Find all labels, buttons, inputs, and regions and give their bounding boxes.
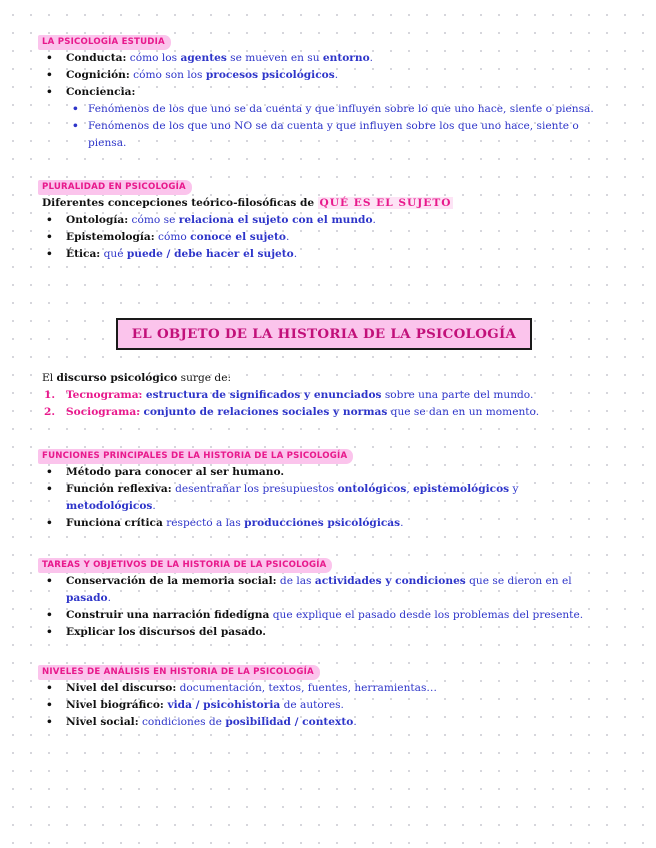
sub-list-item: • Fenómenos de los que uno se da cuenta y que influyen sobre lo que uno hace, siente o piensa. bbox=[66, 101, 628, 118]
section-heading: FUNCIONES PRINCIPALES DE LA HISTORIA DE LA PSICOLOGÍA bbox=[38, 449, 353, 464]
sub-list-item: • Fenómenos de los que uno NO se da cuenta y que influyen sobre los que uno hace, siente o piensa. bbox=[66, 118, 628, 152]
list-item: • Método para conocer al ser humano. bbox=[38, 464, 628, 481]
list-item: • Funciona crítica respecto a las producciones psicológicas. bbox=[38, 515, 628, 532]
list-item: 1. Tecnograma: estructura de significados y enunciados sobre una parte del mundo. bbox=[44, 389, 534, 401]
section-niveles bbox=[38, 663, 628, 731]
list-item: 2. Sociograma: conjunto de relaciones sociales y normas que se dan en un momento. bbox=[44, 406, 540, 418]
list-item: • Función reflexiva: desentrañar los presupuestos ontológicos, epistemológicos y metodológicos. bbox=[38, 481, 628, 515]
numbered-list bbox=[38, 387, 628, 421]
list-item: • Conservación de la memoria social: de las actividades y condiciones que se dieron en el pasado. bbox=[38, 573, 628, 607]
page-title-box bbox=[116, 318, 532, 350]
sub-list bbox=[66, 101, 628, 152]
page-title: EL OBJETO DE LA HISTORIA DE LA PSICOLOGÍA bbox=[131, 325, 517, 342]
list-item: • Ontología: cómo se relaciona el sujeto con el mundo. bbox=[38, 212, 628, 229]
section-discurso bbox=[38, 370, 628, 421]
section-intro: Diferentes concepciones teórico-filosóficas de QUÉ ES EL SUJETO bbox=[42, 197, 452, 209]
list-item: • Construir una narración fidedigna que explique el pasado desde los problemas del presente. bbox=[38, 607, 628, 624]
list-item: • Nivel del discurso: documentación, textos, fuentes, herramientas… bbox=[38, 680, 628, 697]
list-item: • Nivel biográfico: vida / psicohistoria de autores. bbox=[38, 697, 628, 714]
section-heading: NIVELES DE ANÁLISIS EN HISTORIA DE LA PSICOLOGÍA bbox=[38, 665, 320, 680]
bullet-list bbox=[38, 50, 628, 152]
section-la-psicologia-estudia bbox=[38, 33, 628, 152]
section-tareas bbox=[38, 556, 628, 641]
list-item: • Ética: qué puede / debe hacer el sujeto. bbox=[38, 246, 628, 263]
list-item: • Explicar los discursos del pasado. bbox=[38, 624, 628, 641]
section-heading: LA PSICOLOGÍA ESTUDIA bbox=[38, 35, 171, 50]
bullet-list bbox=[38, 680, 628, 731]
list-item: • Conciencia: • Fenómenos de los que uno se da cuenta y que influyen sobre lo que uno hace, siente o piensa. • Fenómenos de los que uno NO se da cuenta y que influyen sobre los que uno hace, siente o piensa. bbox=[38, 84, 628, 152]
list-item: • Conducta: cómo los agentes se mueven en su entorno. bbox=[38, 50, 628, 67]
list-item: • Epistemología: cómo conoce el sujeto. bbox=[38, 229, 628, 246]
section-pluralidad bbox=[38, 178, 628, 263]
paragraph: El discurso psicológico surge de: bbox=[42, 372, 232, 384]
list-item: • Cognición: cómo son los procesos psicológicos. bbox=[38, 67, 628, 84]
bullet-list bbox=[38, 212, 628, 263]
bullet-list bbox=[38, 573, 628, 641]
bullet-list bbox=[38, 464, 628, 532]
section-heading: PLURALIDAD EN PSICOLOGÍA bbox=[38, 180, 192, 195]
section-heading: TAREAS Y OBJETIVOS DE LA HISTORIA DE LA PSICOLOGÍA bbox=[38, 558, 332, 573]
highlight-text: QUÉ ES EL SUJETO bbox=[319, 197, 452, 209]
section-funciones bbox=[38, 447, 628, 532]
list-item: • Nivel social: condiciones de posibilidad / contexto. bbox=[38, 714, 628, 731]
